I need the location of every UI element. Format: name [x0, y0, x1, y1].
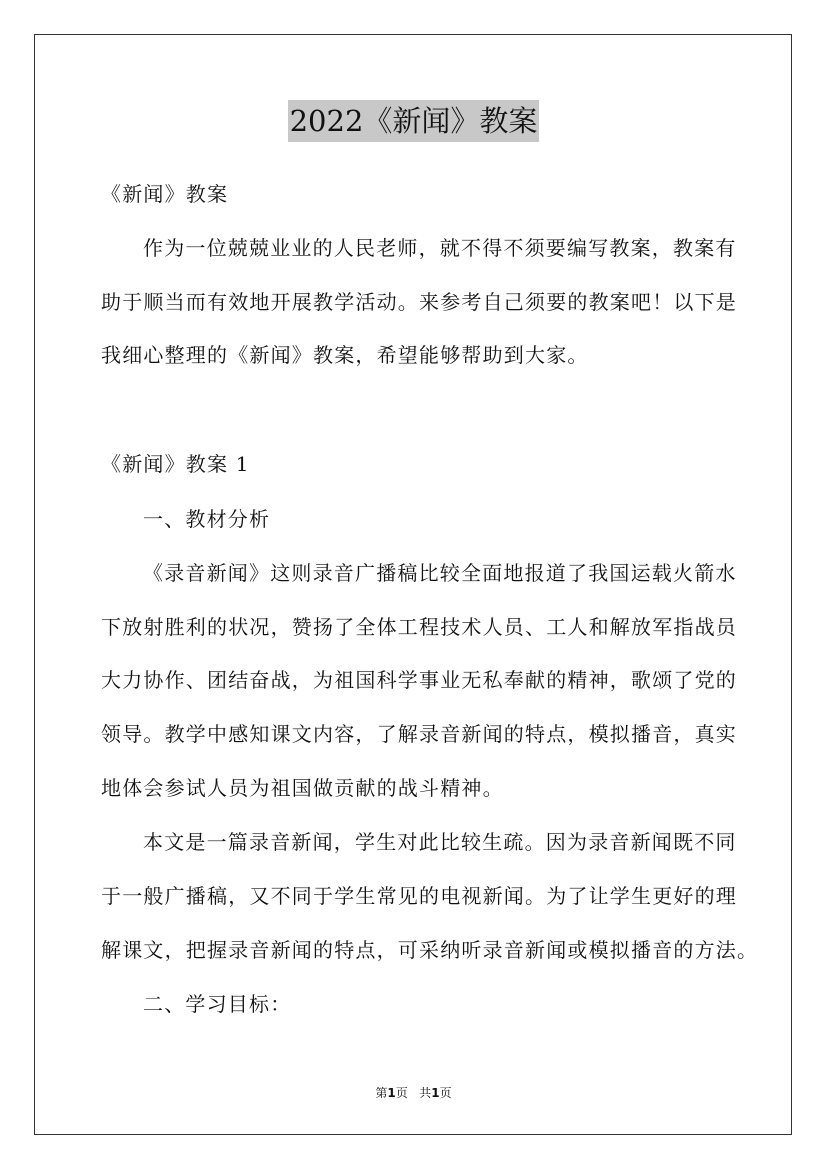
title-container [0, 100, 827, 142]
para2-line-3: 解课文，把握录音新闻的特点，可采纳听录音新闻或模拟播音的方法。 [101, 938, 759, 962]
para1-line-4: 领导。教学中感知课文内容，了解录音新闻的特点，模拟播音，真实 [101, 722, 737, 746]
footer-suffix: 页 [439, 1086, 452, 1100]
para1-line-3: 大力协作、团结奋战，为祖国科学事业无私奉献的精神，歌颂了党的 [101, 668, 737, 692]
section-heading: 《新闻》教案 1 [101, 452, 250, 476]
para1-line-1: 《录音新闻》这则录音广播稿比较全面地报道了我国运载火箭水 [143, 561, 737, 585]
footer-page-total: 1 [431, 1086, 440, 1100]
intro-line-3: 我细心整理的《新闻》教案，希望能够帮助到大家。 [101, 343, 589, 367]
part2-heading: 二、学习目标： [143, 992, 292, 1016]
intro-line-2: 助于顺当而有效地开展教学活动。来参考自己须要的教案吧！以下是 [101, 290, 737, 314]
para1-line-2: 下放射胜利的状况，赞扬了全体工程技术人员、工人和解放军指战员 [101, 615, 737, 639]
page-footer [0, 1084, 827, 1101]
para2-line-1: 本文是一篇录音新闻，学生对此比较生疏。因为录音新闻既不同 [143, 830, 737, 854]
document-title: 2022《新闻》教案 [288, 100, 540, 142]
part1-heading: 一、教材分析 [143, 507, 271, 531]
para1-line-5: 地体会参试人员为祖国做贡献的战斗精神。 [101, 776, 504, 800]
para2-line-2: 于一般广播稿，又不同于学生常见的电视新闻。为了让学生更好的理 [101, 884, 737, 908]
intro-line-1: 作为一位兢兢业业的人民老师，就不得不须要编写教案，教案有 [143, 236, 737, 260]
footer-prefix: 第 [375, 1086, 388, 1100]
footer-mid: 页 共 [395, 1086, 432, 1100]
footer-page-number: 1 [387, 1086, 396, 1100]
document-subtitle: 《新闻》教案 [101, 182, 229, 206]
